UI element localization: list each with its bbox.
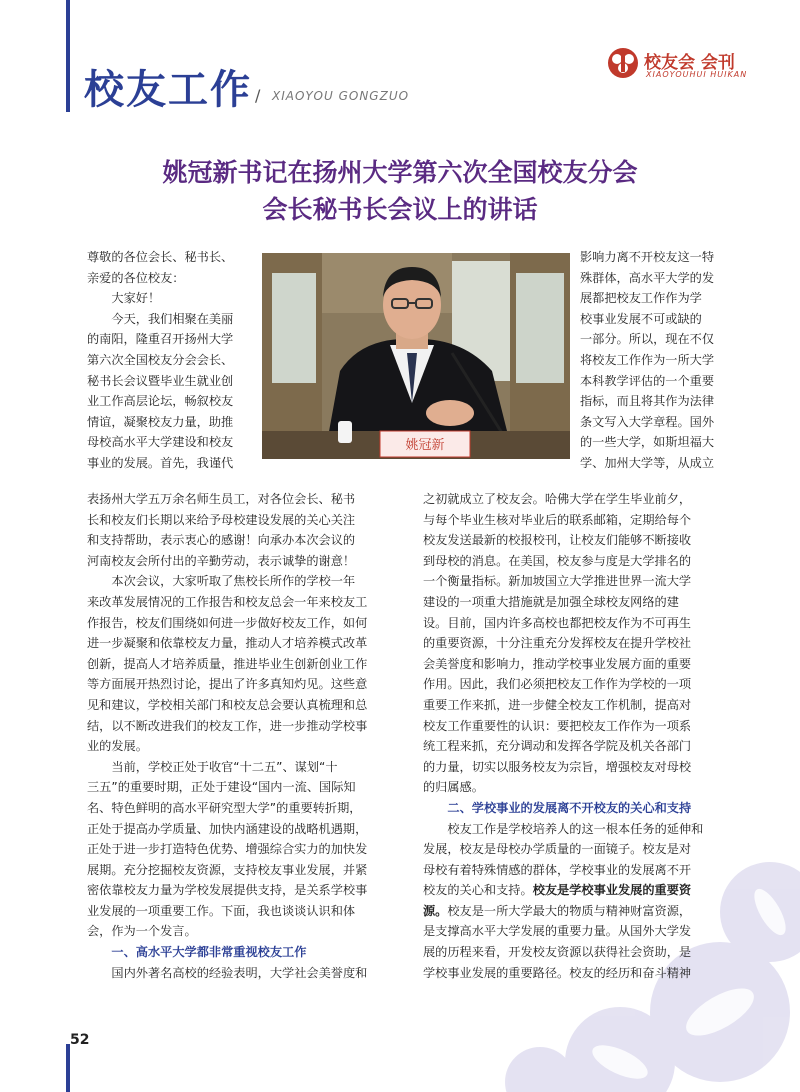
paragraph-line: 和支持帮助，表示衷心的感谢！向承办本次会议的 bbox=[87, 533, 356, 548]
paragraph-line: 三五”的重要时期，正处于建设“国内一流、国际知 bbox=[87, 780, 356, 795]
paragraph-line: 业工作高层论坛，畅叙校友 bbox=[87, 394, 234, 409]
section-divider: / bbox=[255, 86, 261, 105]
section-heading-2: 二、学校事业的发展离不开校友的关心和支持 bbox=[447, 800, 692, 815]
paragraph-line: 母校高水平大学建设和校友 bbox=[87, 435, 234, 450]
paragraph-line: 指标，而且将其作为法律 bbox=[580, 394, 715, 409]
paragraph-line: 秘书长会议暨毕业生就业创 bbox=[87, 373, 234, 388]
paragraph-line: 的重要资源，十分注重充分发挥校友在提升学校社 bbox=[423, 636, 692, 651]
paragraph-line: 正处于提高办学质量、加快内涵建设的战略机遇期， bbox=[87, 821, 368, 836]
journal-pinyin: XIAOYOUHUI HUIKAN bbox=[646, 70, 748, 79]
paragraph-line: 尊敬的各位会长、秘书长、 bbox=[87, 250, 234, 264]
paragraph-line: 国内外著名高校的经验表明，大学社会美誉度和 bbox=[111, 965, 368, 980]
speaker-photo bbox=[262, 253, 570, 459]
text-run: 校友是一所大学最大的物质与精神财富资源， bbox=[447, 903, 692, 918]
paragraph-line: 的归属感。 bbox=[423, 780, 484, 795]
paragraph-line: 校友工作重要性的认识：要把校友工作作为一项系 bbox=[423, 718, 692, 733]
paragraph-line: 发展，校友是母校办学质量的一面镜子。校友是对 bbox=[423, 842, 692, 857]
paragraph-line: 事业的发展。首先，我谨代 bbox=[87, 455, 234, 470]
paragraph-line: 统工程来抓，充分调动和发挥各学院及机关各部门 bbox=[423, 739, 692, 754]
right-column-top bbox=[580, 247, 740, 474]
section-heading-1: 一、高水平大学都非常重视校友工作 bbox=[111, 945, 307, 960]
paragraph-line: 校友工作是学校培养人的这一根本任务的延伸和 bbox=[447, 821, 704, 836]
paragraph-line bbox=[423, 880, 748, 901]
paragraph-line: 会，作为一个发言。 bbox=[87, 924, 197, 939]
paragraph-line: 母校有着特殊情感的群体，学校事业的发展离不开 bbox=[423, 862, 692, 877]
paragraph-line: 建设的一项重大措施就是加强全球校友网络的建 bbox=[423, 594, 679, 609]
paragraph-line: 本科教学评估的一个重要 bbox=[580, 373, 715, 388]
text-run: 校友的关心和支持。 bbox=[423, 883, 533, 898]
right-column-bottom bbox=[423, 489, 748, 983]
paragraph-line: 等方面展开热烈讨论，提出了许多真知灼见。这些意 bbox=[87, 677, 368, 692]
paragraph-line: 创新，提高人才培养质量，推进毕业生创新创业工作 bbox=[87, 656, 368, 671]
paragraph-line: 亲爱的各位校友： bbox=[87, 270, 185, 285]
paragraph-line: 见和建议，学校相关部门和校友总会要认真梳理和总 bbox=[87, 697, 368, 712]
paragraph-line: 校事业发展不可或缺的 bbox=[580, 311, 702, 326]
paragraph-line: 重要工作来抓，进一步健全校友工作机制，提高对 bbox=[423, 697, 692, 712]
header-accent-bar bbox=[66, 0, 70, 112]
paragraph-line: 到母校的消息。在美国，校友参与度是大学排名的 bbox=[423, 553, 692, 568]
paragraph-line: 进一步凝聚和依靠校友力量，推动人才培养模式改革 bbox=[87, 636, 368, 651]
left-column-top bbox=[87, 247, 259, 474]
paragraph-line: 河南校友会所付出的辛勤劳动，表示诚挚的谢意！ bbox=[87, 553, 356, 568]
paragraph-line: 情谊，凝聚校友力量，助推 bbox=[87, 414, 234, 429]
paragraph-line: 名、特色鲜明的高水平研究型大学”的重要转折期， bbox=[87, 800, 362, 815]
article-title-line-1: 姚冠新书记在扬州大学第六次全国校友分会 bbox=[162, 158, 638, 187]
paragraph-line: 会美誉度和影响力，推动学校事业发展方面的重要 bbox=[423, 656, 692, 671]
paragraph-line: 学校事业发展的重要路径。校友的经历和奋斗精神 bbox=[423, 965, 692, 980]
emphasis-text: 源。 bbox=[423, 903, 448, 918]
emphasis-text: 校友是学校事业发展的重要资 bbox=[532, 883, 692, 898]
paragraph-line: 业的发展。 bbox=[87, 739, 148, 754]
paragraph-line: 校友发送最新的校报校刊，让校友们能够不断接收 bbox=[423, 533, 692, 548]
paragraph-line: 今天，我们相聚在美丽 bbox=[111, 311, 234, 326]
paragraph-line: 影响力离不开校友这一特 bbox=[580, 250, 715, 264]
section-pinyin: XIAOYOU GONGZUO bbox=[272, 89, 410, 103]
name-placard: 姚冠新 bbox=[405, 438, 445, 453]
paragraph-line: 的南阳，隆重召开扬州大学 bbox=[87, 332, 234, 347]
paragraph-line: 当前，学校正处于收官“十二五”、谋划“十 bbox=[111, 759, 338, 774]
paragraph-line: 展都把校友工作作为学 bbox=[580, 291, 702, 306]
paragraph-line: 将校友工作作为一所大学 bbox=[580, 352, 715, 367]
paragraph-line: 作用。因此，我们必须把校友工作作为学校的一项 bbox=[423, 677, 692, 692]
journal-name: 校友会 会刊 bbox=[644, 53, 735, 73]
paragraph-line: 本次会议，大家听取了焦校长所作的学校一年 bbox=[111, 574, 356, 589]
paragraph-line: 正处于进一步打造特色优势、增强综合实力的加快发 bbox=[87, 842, 368, 857]
page-number: 52 bbox=[70, 1032, 90, 1048]
paragraph-line: 一个衡量指标。新加坡国立大学推进世界一流大学 bbox=[423, 574, 692, 589]
paragraph-line: 的一些大学，如斯坦福大 bbox=[580, 435, 715, 450]
paragraph-line: 是支撑高水平大学发展的重要力量。从国外大学发 bbox=[423, 924, 692, 939]
paragraph-line: 学、加州大学等，从成立 bbox=[580, 455, 715, 470]
paragraph-line: 的力量，切实以服务校友为宗旨，增强校友对母校 bbox=[423, 759, 692, 774]
paragraph-line: 一部分。所以，现在不仅 bbox=[580, 332, 715, 347]
paragraph-line: 殊群体，高水平大学的发 bbox=[580, 270, 715, 285]
paragraph-line: 条文写入大学章程。国外 bbox=[580, 414, 715, 429]
article-title-line-2: 会长秘书长会议上的讲话 bbox=[262, 195, 538, 224]
paragraph-line: 大家好！ bbox=[111, 291, 161, 306]
paragraph-line: 与每个毕业生核对毕业后的联系邮箱，定期给每个 bbox=[423, 512, 692, 527]
paragraph-line: 之初就成立了校友会。哈佛大学在学生毕业前夕， bbox=[423, 492, 692, 506]
left-column-bottom bbox=[87, 489, 407, 983]
paragraph-line: 结，以不断改进我们的校友工作，进一步推动学校事 bbox=[87, 718, 368, 733]
paragraph-line: 密依靠校友力量为学校发展提供支持，是关系学校事 bbox=[87, 883, 368, 898]
section-title: 校友工作 bbox=[84, 67, 252, 113]
paragraph-line bbox=[423, 901, 748, 922]
paragraph-line: 设。目前，国内许多高校也都把校友作为不可再生 bbox=[423, 615, 692, 630]
paragraph-line: 作报告，校友们围绕如何进一步做好校友工作，如何 bbox=[87, 615, 368, 630]
paragraph-line: 来改革发展情况的工作报告和校友总会一年来校友工 bbox=[87, 594, 368, 609]
paragraph-line: 业发展的一项重要工作。下面，我也谈谈认识和体 bbox=[87, 903, 356, 918]
paragraph-line: 第六次全国校友分会会长、 bbox=[87, 352, 234, 367]
alumni-logo-icon bbox=[606, 46, 640, 80]
footer-accent-bar bbox=[66, 1044, 70, 1092]
paragraph-line: 表扬州大学五万余名师生员工，对各位会长、秘书 bbox=[87, 492, 356, 506]
paragraph-line: 展的历程来看，开发校友资源以获得社会资助，是 bbox=[423, 945, 692, 960]
paragraph-line: 展期。充分挖掘校友资源，支持校友事业发展，并紧 bbox=[87, 862, 368, 877]
paragraph-line: 长和校友们长期以来给予母校建设发展的关心关注 bbox=[87, 512, 356, 527]
